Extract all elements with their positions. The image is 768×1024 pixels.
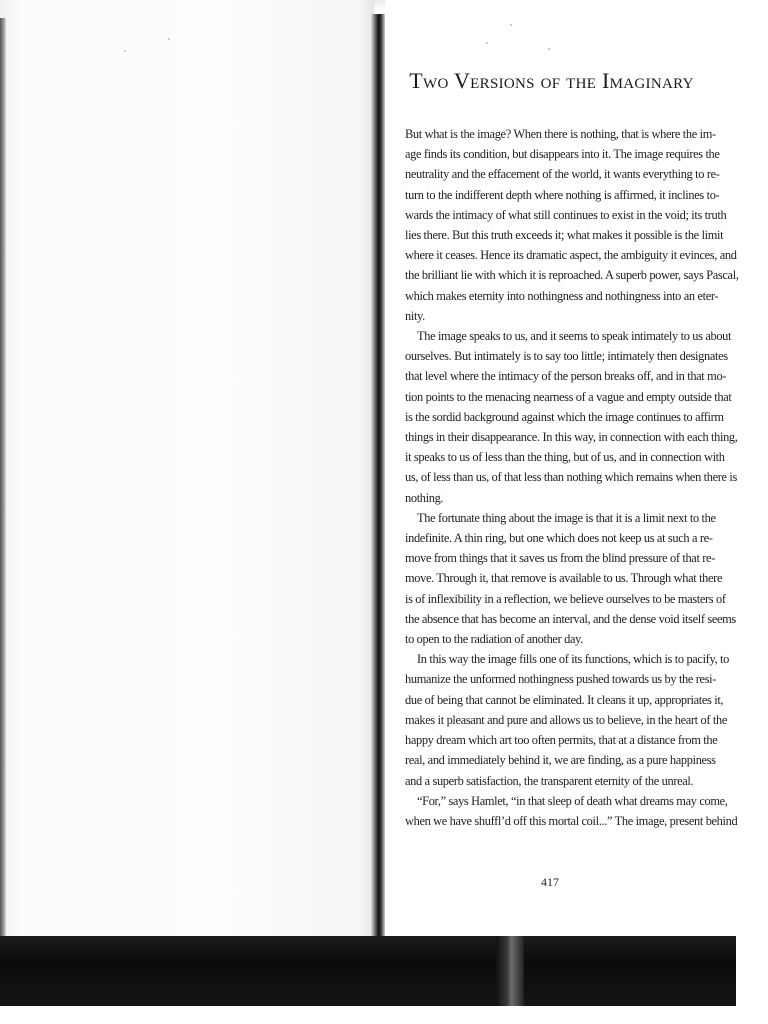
scan-speck	[486, 42, 488, 44]
text-line: where it ceases. Hence its dramatic aspect, the ambiguity it evinces, and	[405, 248, 737, 263]
text-line: is of inflexibility in a reflection, we believe ourselves to be masters of	[405, 591, 726, 606]
left-page-edge	[0, 18, 6, 938]
text-line: ourselves. But intimately is to say too little; intimately then designates	[405, 349, 728, 364]
text-line: The image speaks to us, and it seems to speak intimately to us about	[417, 329, 732, 344]
scan-speck	[548, 48, 550, 50]
scan-corner	[736, 930, 768, 1006]
text-line: The fortunate thing about the image is that it is a limit next to the	[417, 510, 716, 525]
text-line: indefinite. A thin ring, but one which does not keep us at such a re-	[405, 531, 713, 546]
text-line: that level where the intimacy of the person breaks off, and in that mo-	[405, 369, 727, 384]
text-line: happy dream which art too often permits, that at a distance from the	[405, 733, 718, 748]
text-line: it speaks to us of less than the thing, but of us, and in connection with	[405, 450, 725, 465]
text-line: to open to the radiation of another day.	[405, 632, 583, 647]
text-line: tion points to the menacing nearness of a vague and empty outside that	[405, 389, 732, 404]
page-body-text	[405, 124, 739, 831]
text-line: turn to the indifferent depth where nothing is affirmed, it inclines to-	[405, 187, 720, 202]
scan-speck	[168, 38, 170, 40]
text-line: real, and immediately behind it, we are finding, as a pure happiness	[405, 753, 716, 768]
text-line: age finds its condition, but disappears into it. The image requires the	[405, 147, 720, 162]
text-line: which makes eternity into nothingness and nothingness into an eter-	[405, 288, 719, 303]
book-gutter	[371, 14, 385, 939]
scan-light-streak	[496, 936, 524, 1006]
text-line: things in their disappearance. In this way, in connection with each thing,	[405, 430, 738, 445]
text-line: us, of less than us, of that less than nothing which remains when there is	[405, 470, 737, 485]
left-blank-page	[0, 0, 374, 945]
scan-bottom-shadow	[0, 936, 736, 1006]
text-line: wards the intimacy of what still continues to exist in the void; its truth	[405, 207, 727, 222]
text-line: is the sordid background against which the image continues to affirm	[405, 409, 724, 424]
text-line: due of being that cannot be eliminated. It cleans it up, appropriates it,	[405, 692, 724, 707]
text-line: and a superb satisfaction, the transparent eternity of the unreal.	[405, 773, 694, 788]
text-line: nity.	[405, 308, 425, 323]
scan-speck	[510, 24, 512, 26]
text-line: the absence that has become an interval, and the dense void itself seems	[405, 611, 736, 626]
scan-bottom-edge	[0, 1006, 768, 1024]
text-line: makes it pleasant and pure and allows us to believe, in the heart of the	[405, 712, 727, 727]
text-line: when we have shuffl’d off this mortal coil...” The image, present behind	[405, 813, 738, 828]
scan-speck	[124, 50, 126, 52]
chapter-title: Two Versions of the Imaginary	[409, 68, 694, 93]
text-line: “For,” says Hamlet, “in that sleep of death what dreams may come,	[417, 793, 728, 808]
text-line: nothing.	[405, 490, 444, 505]
page-number: 417	[541, 875, 559, 889]
text-line: move. Through it, that remove is available to us. Through what there	[405, 571, 723, 586]
text-line: In this way the image fills one of its functions, which is to pacify, to	[417, 652, 729, 667]
text-line: the brilliant lie with which it is reproached. A superb power, says Pascal,	[405, 268, 739, 283]
text-line: move from things that it saves us from the blind pressure of that re-	[405, 551, 715, 566]
text-line: lies there. But this truth exceeds it; what makes it possible is the limit	[405, 228, 724, 243]
text-line: neutrality and the effacement of the world, it wants everything to re-	[405, 167, 720, 182]
text-line: humanize the unformed nothingness pushed towards us by the resi-	[405, 672, 717, 687]
text-line: But what is the image? When there is nothing, that is where the im-	[405, 127, 716, 141]
